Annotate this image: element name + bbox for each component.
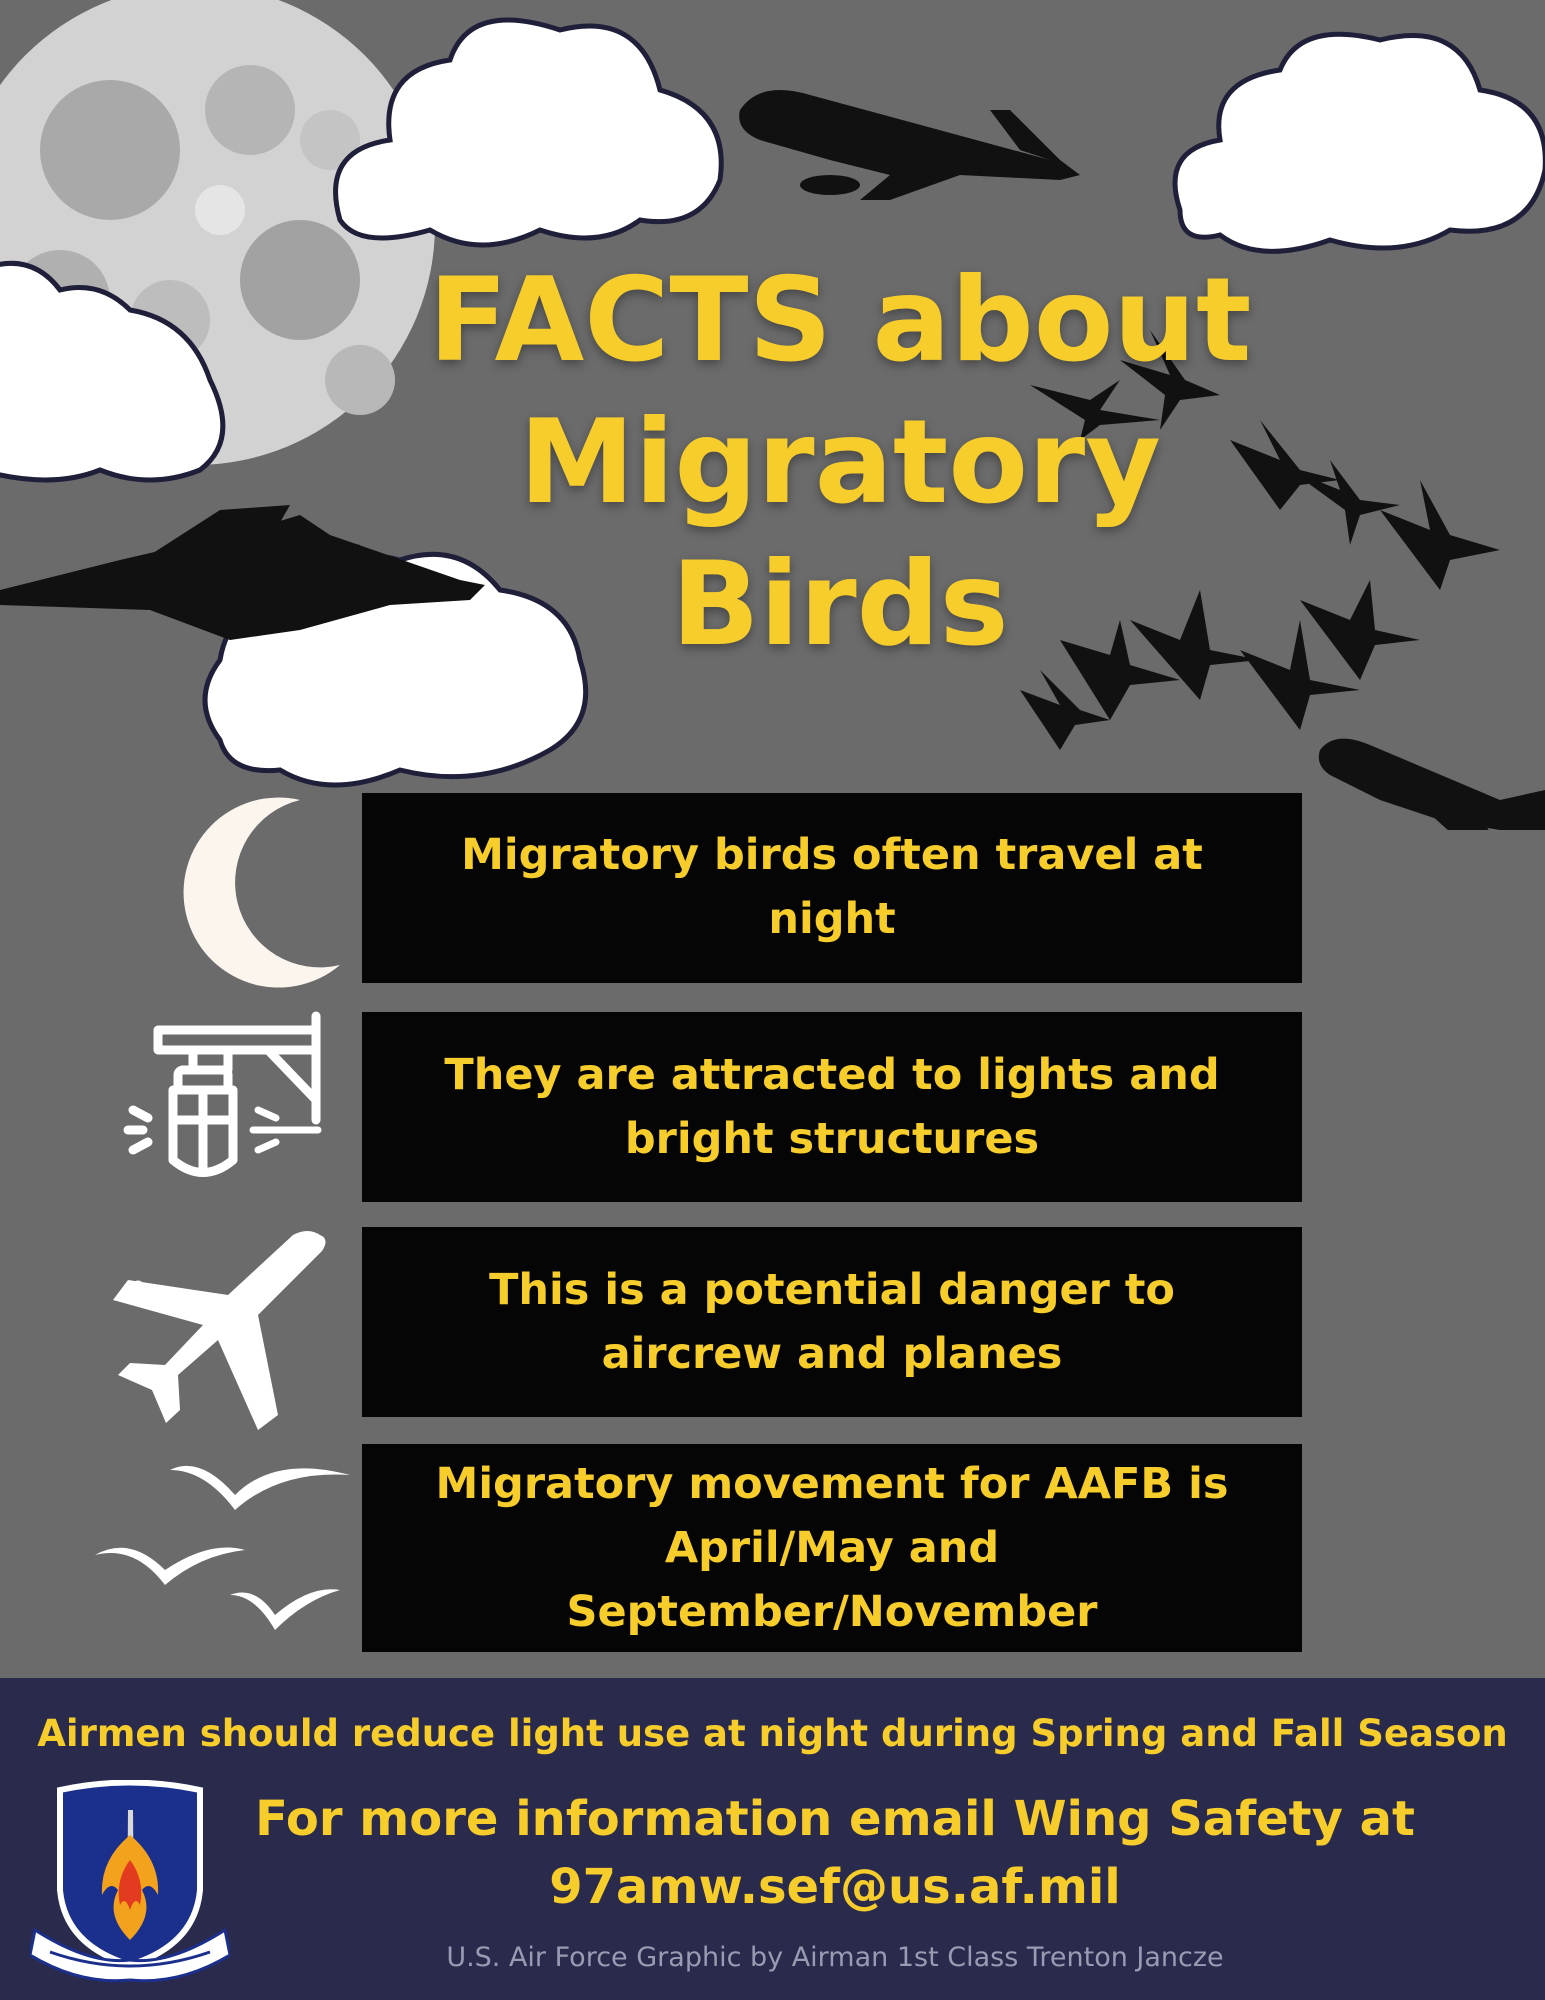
cloud-icon [336, 20, 722, 245]
fact-box-aircrew-danger [362, 1227, 1302, 1417]
airplane-icon [108, 1225, 333, 1445]
fact-box-night-travel [362, 793, 1302, 983]
graphic-credit: U.S. Air Force Graphic by Airman 1st Class Trenton Jancze [446, 1942, 1224, 1973]
airplane-silhouette-icon [739, 90, 1080, 200]
fact-box-migration-months [362, 1444, 1302, 1652]
title-line-3: Birds [671, 537, 1009, 672]
title-line-1: FACTS about [428, 253, 1252, 388]
flying-birds-icon [90, 1455, 355, 1640]
contact-line: For more information email Wing Safety at [255, 1791, 1415, 1847]
fact-text: Migratory movement for AAFB is April/May and September/November [435, 1459, 1229, 1637]
airplane-silhouette-icon [1319, 739, 1545, 830]
wing-emblem-logo [30, 1780, 230, 1985]
crescent-moon-icon [160, 790, 350, 990]
fact-box-light-attraction [362, 1012, 1302, 1202]
wall-lamp-icon [118, 1010, 328, 1210]
fact-text: This is a potential danger to aircrew and planes [489, 1265, 1175, 1379]
contact-email-link[interactable]: 97amw.sef@us.af.mil [549, 1859, 1121, 1915]
cloud-icon [1175, 34, 1545, 251]
light-reduction-notice: Airmen should reduce light use at night during Spring and Fall Season [37, 1712, 1508, 1755]
title-line-2: Migratory [519, 395, 1161, 530]
fact-text: Migratory birds often travel at night [461, 830, 1203, 944]
page-title [340, 250, 1340, 676]
contact-info [230, 1785, 1440, 1921]
fact-text: They are attracted to lights and bright structures [444, 1050, 1220, 1164]
